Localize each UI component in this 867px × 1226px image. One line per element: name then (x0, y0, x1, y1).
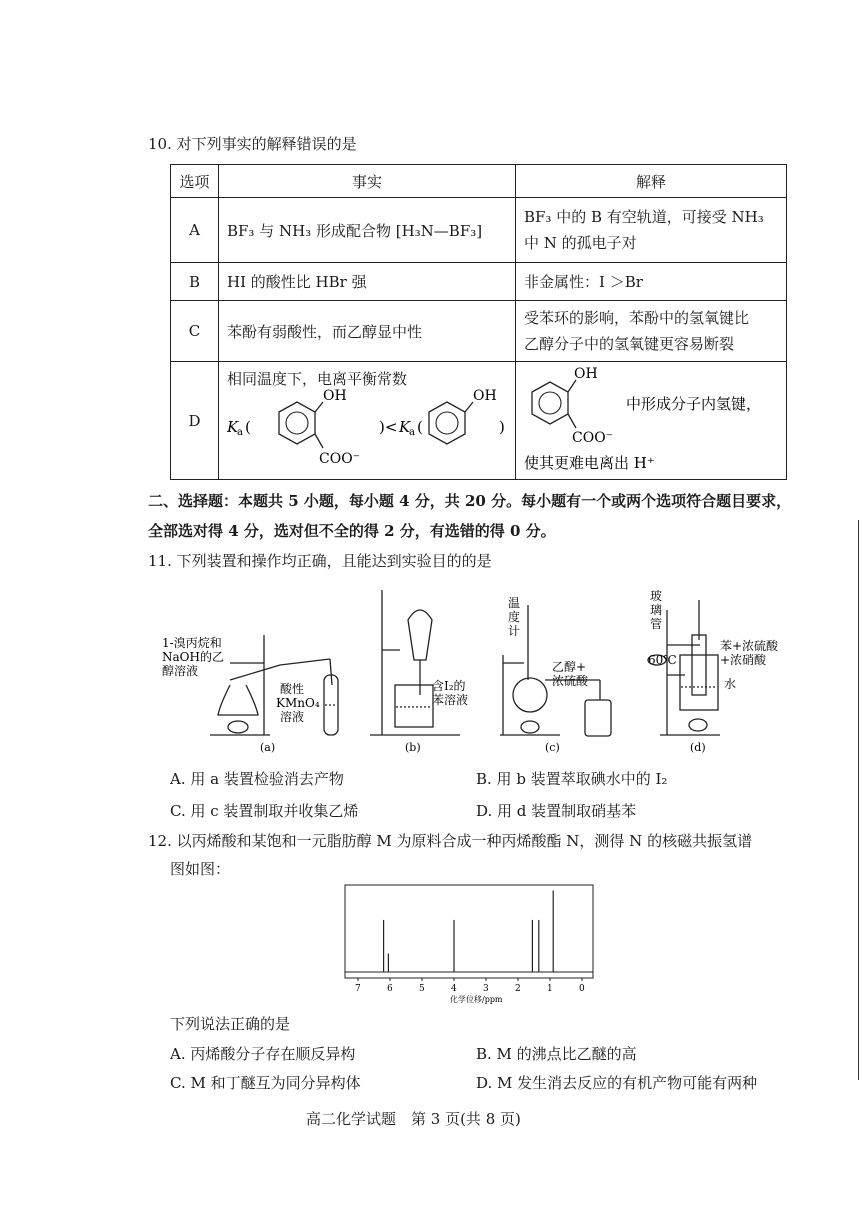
oh-label: OH (473, 388, 497, 404)
row-option: D (171, 362, 219, 480)
apparatus-a-label: 酸性 (280, 682, 305, 696)
table-header: 解释 (516, 165, 787, 198)
hbond-explanation (516, 362, 786, 479)
apparatus-c-label: 浓硫酸 (552, 674, 589, 688)
paren-open: ( (417, 418, 423, 436)
tick-label: 4 (451, 984, 457, 994)
ka-symbol: K (399, 418, 411, 436)
table-header: 选项 (171, 165, 219, 198)
caption-b: (b) (405, 741, 421, 754)
explanation-line: 受苯环的影响，苯酚中的氢氧键比 (524, 309, 750, 327)
explanation-line: 中形成分子内氢键， (626, 395, 762, 413)
tick-label: 6 (387, 984, 393, 994)
less-than-sign: )< (379, 418, 398, 436)
q11-option-b: B. 用 b 装置萃取碘水中的 I₂ (476, 770, 668, 788)
q11-option-c: C. 用 c 装置制取并收集乙烯 (170, 802, 359, 820)
table-header: 事实 (219, 165, 516, 198)
oh-label: OH (574, 366, 598, 382)
row-fact: BF₃ 与 NH₃ 形成配合物 [H₃N—BF₃] (219, 198, 516, 263)
page-footer: 高二化学试题 第 3 页(共 8 页) (306, 1110, 521, 1128)
tick-label: 0 (579, 984, 585, 994)
q12-stem: 12. 以丙烯酸和某饱和一元脂肪醇 M 为原料合成一种丙烯酸酯 N，测得 N 的核磁共振氢谱 (148, 832, 753, 850)
table-header-row (171, 165, 787, 198)
paren-open: ( (245, 418, 251, 436)
apparatus-c-label: 度 (508, 610, 521, 624)
nmr-peaks (345, 891, 593, 972)
fact-line: 相同温度下，电离平衡常数 (227, 370, 408, 388)
table-row (171, 198, 787, 263)
q11-option-d: D. 用 d 装置制取硝基苯 (476, 802, 637, 820)
row-option: B (171, 263, 219, 301)
q10-table (170, 164, 787, 480)
row-explanation (516, 362, 787, 480)
row-fact: HI 的酸性比 HBr 强 (219, 263, 516, 301)
x-axis-label: 化学位移/ppm (450, 995, 503, 1004)
apparatus-d-label: 玻 (650, 589, 663, 603)
apparatus-b (370, 590, 460, 735)
apparatus-a (210, 635, 338, 735)
q12-option-b: B. M 的沸点比乙醚的高 (476, 1045, 637, 1063)
table-row (171, 263, 787, 301)
q12-option-c: C. M 和丁醚互为同分异构体 (170, 1074, 361, 1092)
tick-label: 5 (419, 984, 425, 994)
tick-label: 1 (547, 984, 553, 994)
row-fact: 苯酚有弱酸性，而乙醇显中性 (219, 301, 516, 362)
row-explanation: 非金属性：I ＞Br (516, 263, 787, 301)
apparatus-d-label: 璃 (650, 603, 663, 617)
caption-d: (d) (690, 741, 706, 754)
apparatus-d-label: 60℃ (648, 653, 677, 667)
tick-label: 2 (515, 984, 521, 994)
apparatus-b-label: 苯溶液 (432, 693, 469, 707)
caption-a: (a) (260, 741, 276, 754)
q12-option-a: A. 丙烯酸分子存在顺反异构 (170, 1045, 356, 1063)
phenol-structure (429, 388, 497, 444)
paren-close: ) (499, 418, 505, 436)
nmr-ticks (355, 978, 585, 994)
apparatus-c-label: 乙醇+ (552, 660, 587, 674)
tick-label: 7 (355, 984, 361, 994)
row-option: C (171, 301, 219, 362)
ka-subscript: a (237, 427, 243, 438)
tick-label: 3 (483, 984, 489, 994)
section-2-instructions: 二、选择题：本题共 5 小题，每小题 4 分，共 20 分。每小题有一个或两个选项符合题目要求， (148, 492, 792, 510)
apparatus-d-label: +浓硝酸 (720, 653, 767, 667)
apparatus-a-label: 溶液 (280, 710, 305, 724)
row-explanation (516, 198, 787, 263)
coo-label: COO⁻ (572, 430, 614, 446)
salicylate-structure (279, 388, 360, 467)
oh-label: OH (323, 388, 347, 404)
q11-stem: 11. 下列装置和操作均正确，且能达到实验目的的是 (148, 552, 492, 570)
apparatus-a-label: NaOH的乙 (162, 650, 224, 664)
row-explanation (516, 301, 787, 362)
explanation-line: 中 N 的孤电子对 (524, 234, 637, 252)
apparatus-figures (160, 585, 800, 755)
apparatus-a-label: 1-溴丙烷和 (162, 636, 222, 650)
explanation-line: 使其更难电离出 H⁺ (524, 454, 655, 472)
apparatus-a-label: 醇溶液 (162, 664, 199, 678)
explanation-line: BF₃ 中的 B 有空轨道，可接受 NH₃ (524, 208, 764, 226)
apparatus-d-label: 水 (724, 677, 737, 691)
apparatus-c-label: 温 (508, 596, 521, 610)
caption-c: (c) (545, 741, 560, 754)
q12-stem: 图如图： (170, 860, 231, 878)
page-edge-line (858, 520, 859, 1080)
apparatus-a-label: KMnO₄ (276, 696, 320, 710)
coo-label: COO⁻ (319, 451, 361, 467)
q10-stem: 10. 对下列事实的解释错误的是 (148, 135, 357, 153)
apparatus-b-label: 含I₂的 (432, 679, 466, 693)
apparatus-d-label: 苯+浓硫酸 (720, 639, 779, 653)
table-row (171, 301, 787, 362)
row-option: A (171, 198, 219, 263)
q11-option-a: A. 用 a 装置检验消去产物 (170, 770, 344, 788)
ka-subscript: a (409, 427, 415, 438)
apparatus-c-label: 计 (508, 624, 521, 638)
ka-symbol: K (227, 418, 239, 436)
apparatus-d-label: 管 (650, 617, 663, 631)
q12-sub-stem: 下列说法正确的是 (170, 1015, 291, 1033)
q12-option-d: D. M 发生消去反应的有机产物可能有两种 (476, 1074, 758, 1092)
section-2-instructions: 全部选对得 4 分，选对但不全的得 2 分，有选错的得 0 分。 (148, 522, 556, 540)
spectrum-frame (345, 885, 593, 978)
nmr-spectrum (330, 880, 600, 1005)
table-row (171, 362, 787, 480)
salicylate-structure (532, 366, 613, 446)
row-fact (219, 362, 516, 480)
explanation-line: 乙醇分子中的氢氧键更容易断裂 (524, 335, 735, 353)
